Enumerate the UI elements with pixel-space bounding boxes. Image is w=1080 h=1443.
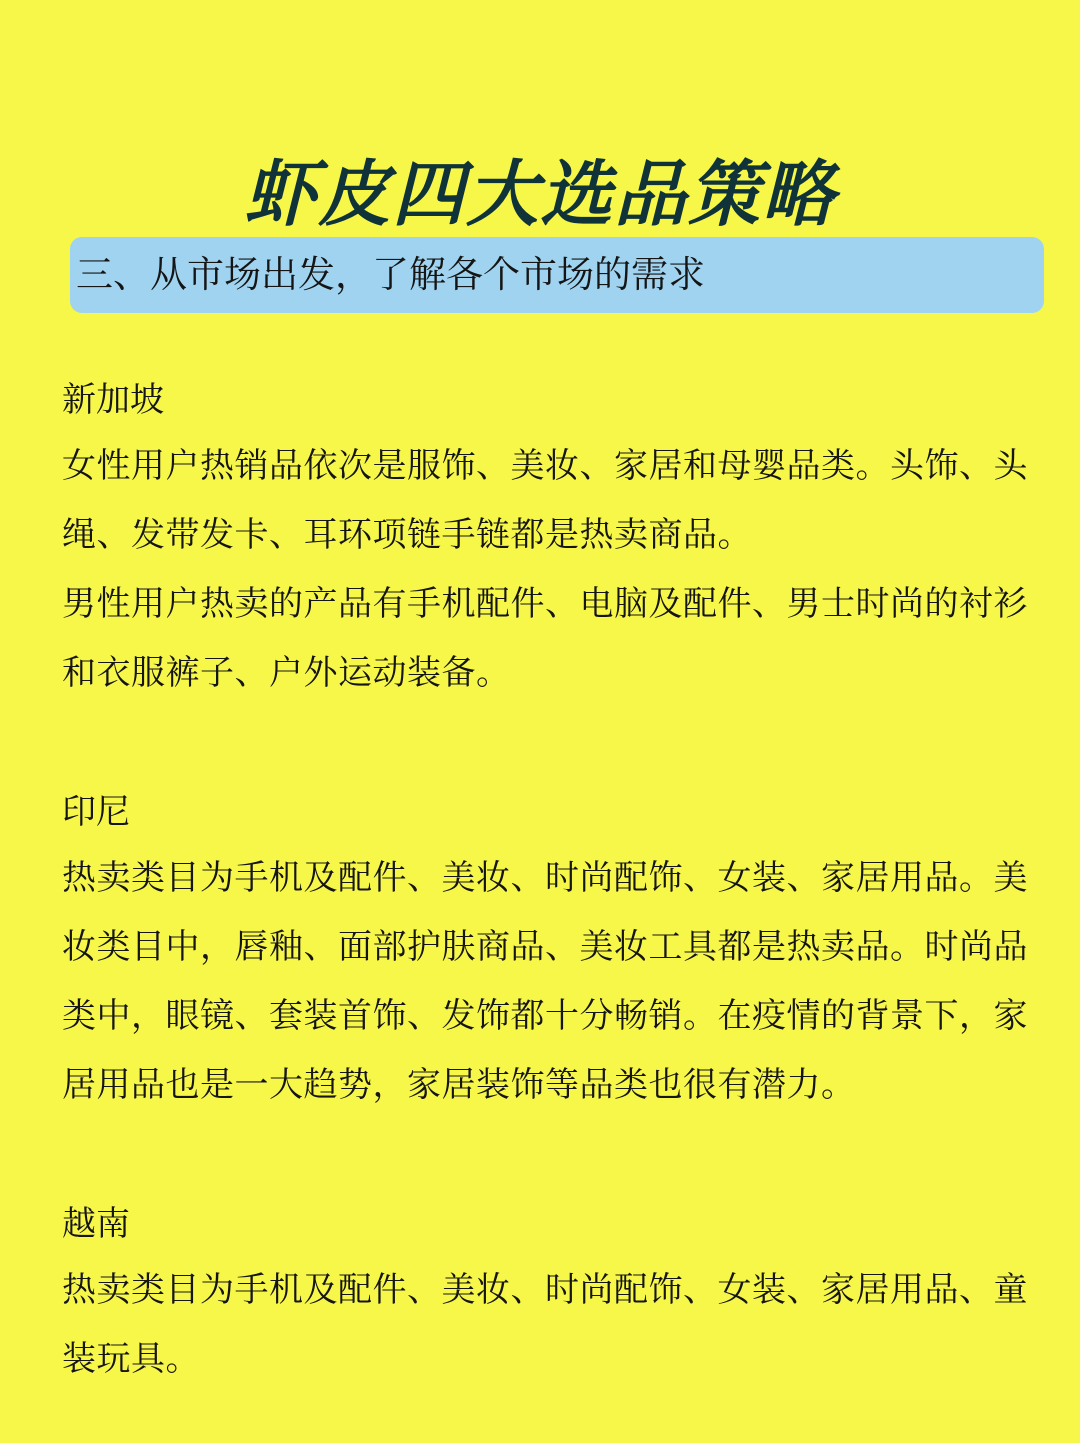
indonesia-paragraph: 热卖类目为手机及配件、美妆、时尚配饰、女装、家居用品。美妆类目中，唇釉、面部护肤商品、美妆工具都是热卖品。时尚品类中，眼镜、套装首饰、发饰都十分畅销。在疫情的背景下，家居用品也是一大趋势，家居装饰等品类也很有潜力。	[62, 858, 1028, 1105]
market-section-vietnam	[62, 1192, 1062, 1394]
section-heading-banner	[70, 237, 1044, 313]
singapore-female-paragraph: 女性用户热销品依次是服饰、美妆、家居和母婴品类。头饰、头绳、发带发卡、耳环项链手链都是热卖商品。	[62, 446, 1028, 555]
section-heading: 三、从市场出发，了解各个市场的需求	[76, 253, 705, 296]
market-section-singapore	[62, 368, 1062, 708]
market-name-vietnam: 越南	[62, 1204, 130, 1244]
singapore-male-paragraph: 男性用户热卖的产品有手机配件、电脑及配件、男士时尚的衬衫和衣服裤子、户外运动装备。	[62, 584, 1028, 693]
market-section-indonesia	[62, 780, 1062, 1120]
market-name-singapore: 新加坡	[62, 380, 164, 420]
market-name-indonesia: 印尼	[62, 792, 130, 832]
vietnam-paragraph: 热卖类目为手机及配件、美妆、时尚配饰、女装、家居用品、童装玩具。	[62, 1270, 1028, 1379]
page-title: 虾皮四大选品策略	[243, 152, 836, 237]
